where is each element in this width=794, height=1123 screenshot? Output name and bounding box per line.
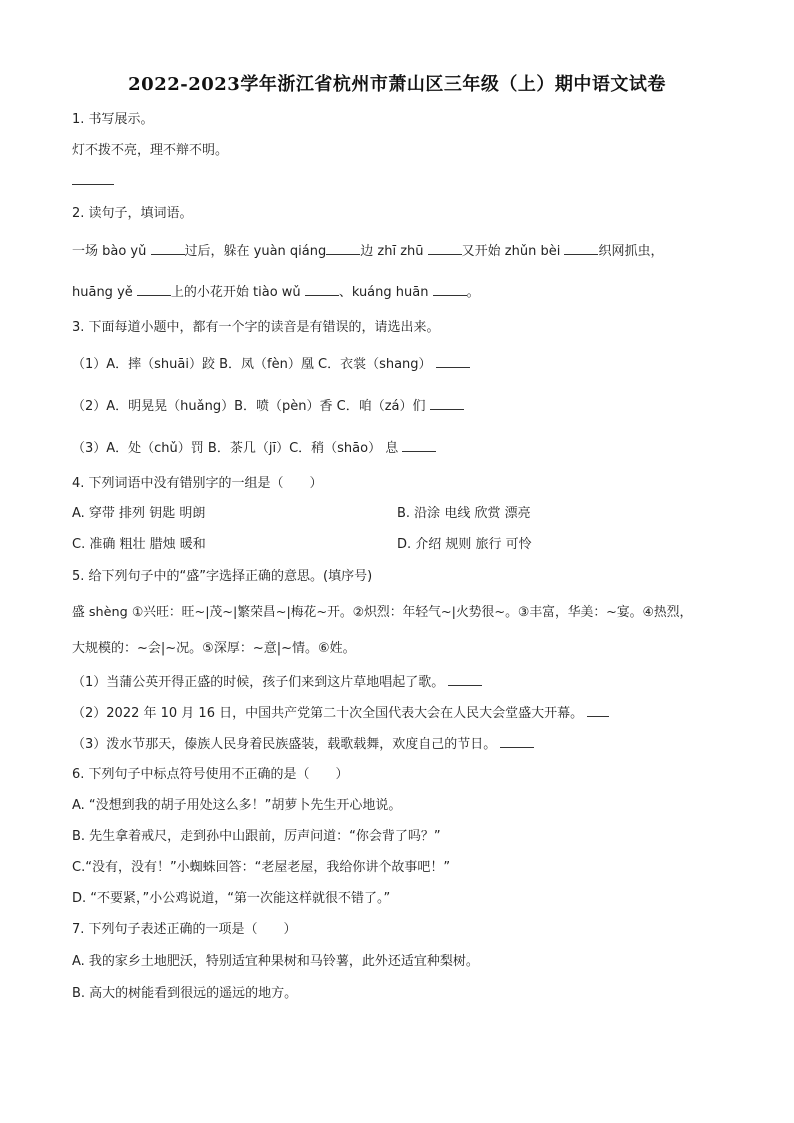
q2-line1 (72, 242, 663, 261)
q6-option-d: D. “不要紧，”小公鸡说道，“第一次能这样就很不错了。” (72, 891, 391, 906)
q2-blank1 (151, 242, 185, 255)
q5-definition-2: 大规模的：~会|~况。⑤深厚：~意|~情。⑥姓。 (72, 641, 356, 656)
q5-item: （1）当蒲公英开得正盛的时候，孩子们来到这片草地唱起了歌。 (72, 673, 482, 692)
q5-item: （2）2022 年 10 月 16 日，中国共产党第二十次全国代表大会在人民大会堂盛大开幕。 (72, 704, 609, 723)
q6-stem: 6. 下列句子中标点符号使用不正确的是（ ） (72, 767, 349, 782)
q7-option-a: A. 我的家乡土地肥沃，特别适宜种果树和马铃薯，此外还适宜种梨树。 (72, 954, 479, 969)
q3-blank (436, 355, 470, 368)
q2-seg2: 过后，躲在 yuàn qiáng (184, 244, 327, 259)
q5-stem: 5. 给下列句子中的“盛”字选择正确的意思。(填序号) (72, 569, 373, 584)
q6-option-b: B. 先生拿着戒尺，走到孙中山跟前，厉声问道：“你会背了吗？” (72, 829, 441, 844)
q1-answer-line (72, 172, 114, 191)
q5-definition-1: 盛 shèng ①兴旺：旺~|茂~|繁荣昌~|梅花~开。②炽烈：年轻气~|火势很~。③丰富，华美：~宴。④热烈， (72, 605, 693, 620)
q3-item: （2）A．明晃晃（huǎng）B．喷（pèn）香 C．咱（zá）们 (72, 397, 464, 416)
q2-blank7 (433, 283, 467, 296)
q4-option-d: D. 介绍 规则 旅行 可怜 (397, 537, 532, 552)
page-title: 2022-2023学年浙江省杭州市萧山区三年级（上）期中语文试卷 (128, 74, 666, 95)
q2-seg6: 织网抓虫， (598, 244, 664, 259)
q2-stem: 2. 读句子，填词语。 (72, 206, 193, 221)
q3-item: （1）A．摔（shuāi）跤 B．凤（fèn）凰 C．衣裳（shang） (72, 355, 470, 374)
q5-blank (448, 673, 482, 686)
q4-option-c: C. 准确 粗壮 腊烛 暖和 (72, 537, 206, 552)
q2-blank6 (305, 283, 339, 296)
q2-blank3 (428, 242, 462, 255)
q2-blank2 (326, 242, 360, 255)
q2-seg9: 、kuáng huān (338, 285, 429, 300)
q2-seg10: 。 (466, 285, 480, 300)
q2-blank5 (137, 283, 171, 296)
q7-stem: 7. 下列句子表述正确的一项是（ ） (72, 922, 297, 937)
q3-blank (430, 397, 464, 410)
q6-option-a: A. “没想到我的胡子用处这么多！”胡萝卜先生开心地说。 (72, 798, 402, 813)
q2-seg5: 又开始 zhǔn bèi (461, 244, 561, 259)
q3-item: （3）A．处（chǔ）罚 B．茶几（jī）C．稍（shāo） 息 (72, 439, 436, 458)
q4-option-a: A. 穿带 排列 钥匙 明朗 (72, 506, 206, 521)
q6-option-c: C.“没有，没有！”小蜘蛛回答：“老屋老屋，我给你讲个故事吧！” (72, 860, 451, 875)
q2-seg3: 边 (360, 244, 374, 259)
q4-option-b: B. 沿涂 电线 欣赏 漂亮 (397, 506, 531, 521)
q2-line2 (72, 283, 480, 302)
q2-seg8: 上的小花开始 tiào wǔ (170, 285, 301, 300)
q2-blank4 (564, 242, 598, 255)
q5-blank (500, 735, 534, 748)
q3-stem: 3. 下面每道小题中，都有一个字的读音是有错误的，请选出来。 (72, 320, 440, 335)
q2-seg4: zhī zhū (377, 244, 424, 259)
q3-blank (402, 439, 436, 452)
q2-seg1: 一场 bào yǔ (72, 244, 147, 259)
q5-item: （3）泼水节那天，傣族人民身着民族盛装，载歌载舞，欢度自己的节日。 (72, 735, 534, 754)
q2-seg7: huāng yě (72, 285, 133, 300)
q4-stem: 4. 下列词语中没有错别字的一组是（ ） (72, 476, 323, 491)
q7-option-b: B. 高大的树能看到很远的遥远的地方。 (72, 986, 298, 1001)
q5-blank (587, 704, 609, 717)
q1-stem: 1. 书写展示。 (72, 112, 154, 127)
q1-text: 灯不拨不亮，理不辩不明。 (72, 143, 229, 158)
